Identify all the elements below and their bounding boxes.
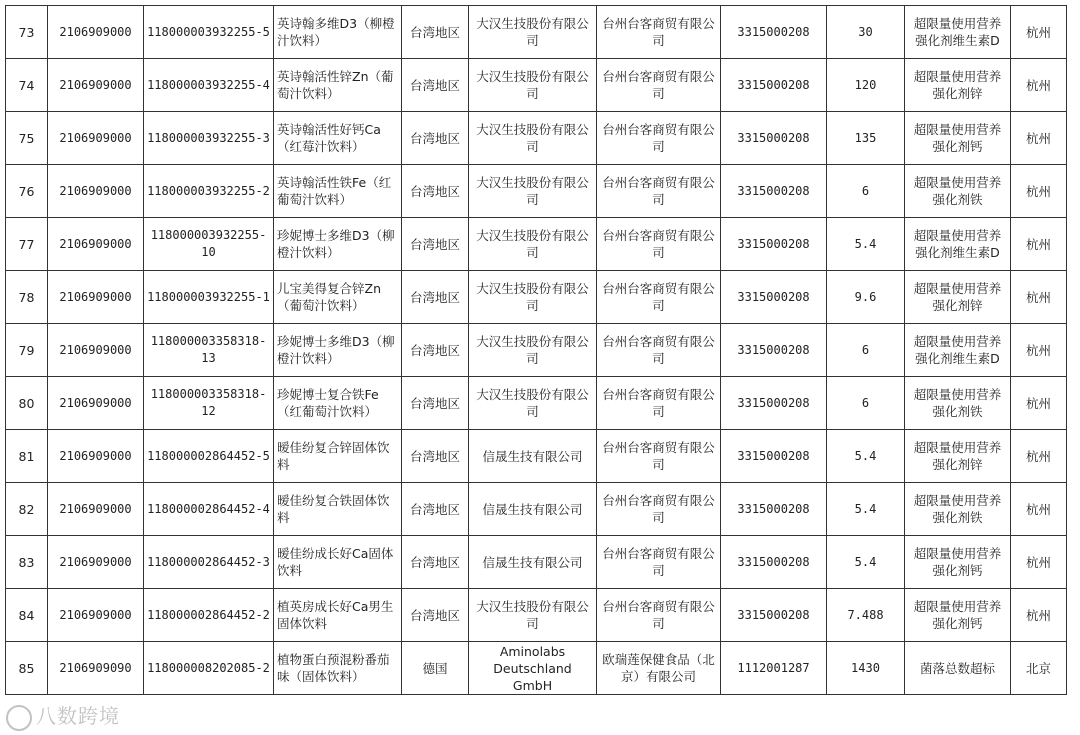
product-code-cell: 118000002864452-5 [144, 430, 274, 483]
origin-region-cell: 台湾地区 [402, 218, 469, 271]
product-name-cell: 植英房成长好Ca男生固体饮料 [274, 589, 402, 642]
row-number-cell: 75 [6, 112, 48, 165]
port-city-cell: 杭州 [1011, 165, 1067, 218]
rejection-reason-cell: 超限量使用营养强化剂钙 [905, 112, 1011, 165]
producer-name-cell: 信晟生技有限公司 [469, 483, 597, 536]
hs-code-cell: 2106909000 [48, 324, 144, 377]
importer-code-cell: 3315000208 [721, 377, 827, 430]
origin-region-cell: 台湾地区 [402, 589, 469, 642]
producer-name-cell: 大汉生技股份有限公司 [469, 377, 597, 430]
origin-region-cell: 台湾地区 [402, 271, 469, 324]
port-city-cell: 杭州 [1011, 324, 1067, 377]
hs-code-cell: 2106909000 [48, 483, 144, 536]
quantity-cell: 30 [827, 6, 905, 59]
hs-code-cell: 2106909000 [48, 377, 144, 430]
row-number-cell: 80 [6, 377, 48, 430]
quantity-cell: 6 [827, 377, 905, 430]
row-number-cell: 73 [6, 6, 48, 59]
product-code-cell: 118000003932255-2 [144, 165, 274, 218]
quantity-cell: 120 [827, 59, 905, 112]
importer-name-cell: 台州台客商贸有限公司 [597, 112, 721, 165]
producer-name-cell: 大汉生技股份有限公司 [469, 324, 597, 377]
product-code-cell: 118000003358318-12 [144, 377, 274, 430]
quantity-cell: 5.4 [827, 483, 905, 536]
importer-name-cell: 台州台客商贸有限公司 [597, 59, 721, 112]
origin-region-cell: 台湾地区 [402, 536, 469, 589]
product-name-cell: 暧佳纷复合锌固体饮料 [274, 430, 402, 483]
producer-name-cell: 大汉生技股份有限公司 [469, 6, 597, 59]
product-code-cell: 118000003932255-5 [144, 6, 274, 59]
importer-code-cell: 3315000208 [721, 165, 827, 218]
producer-name-cell: 大汉生技股份有限公司 [469, 589, 597, 642]
origin-region-cell: 台湾地区 [402, 59, 469, 112]
importer-code-cell: 3315000208 [721, 324, 827, 377]
table-row [6, 59, 1067, 112]
producer-name-cell: 大汉生技股份有限公司 [469, 112, 597, 165]
product-name-cell: 植物蛋白预混粉番茄味（固体饮料） [274, 642, 402, 695]
port-city-cell: 杭州 [1011, 536, 1067, 589]
importer-code-cell: 3315000208 [721, 536, 827, 589]
port-city-cell: 杭州 [1011, 218, 1067, 271]
row-number-cell: 82 [6, 483, 48, 536]
rejection-reason-cell: 超限量使用营养强化剂钙 [905, 536, 1011, 589]
origin-region-cell: 台湾地区 [402, 6, 469, 59]
origin-region-cell: 台湾地区 [402, 430, 469, 483]
port-city-cell: 杭州 [1011, 271, 1067, 324]
producer-name-cell: 大汉生技股份有限公司 [469, 59, 597, 112]
importer-code-cell: 3315000208 [721, 589, 827, 642]
row-number-cell: 78 [6, 271, 48, 324]
importer-name-cell: 台州台客商贸有限公司 [597, 165, 721, 218]
producer-name-cell: Aminolabs Deutschland GmbH [469, 642, 597, 695]
product-code-cell: 118000003932255-1 [144, 271, 274, 324]
row-number-cell: 79 [6, 324, 48, 377]
rejection-reason-cell: 超限量使用营养强化剂锌 [905, 271, 1011, 324]
producer-name-cell: 大汉生技股份有限公司 [469, 218, 597, 271]
table-row [6, 430, 1067, 483]
port-city-cell: 杭州 [1011, 112, 1067, 165]
hs-code-cell: 2106909000 [48, 430, 144, 483]
product-name-cell: 英诗翰活性锌Zn（葡萄汁饮料） [274, 59, 402, 112]
quantity-cell: 6 [827, 324, 905, 377]
port-city-cell: 北京 [1011, 642, 1067, 695]
table-row [6, 324, 1067, 377]
producer-name-cell: 信晟生技有限公司 [469, 430, 597, 483]
watermark-text: 八数跨境 [36, 704, 120, 728]
product-code-cell: 118000008202085-2 [144, 642, 274, 695]
product-code-cell: 118000003932255-10 [144, 218, 274, 271]
rejection-reason-cell: 超限量使用营养强化剂铁 [905, 165, 1011, 218]
origin-region-cell: 台湾地区 [402, 112, 469, 165]
table-row [6, 642, 1067, 695]
product-name-cell: 英诗翰多维D3（柳橙汁饮料） [274, 6, 402, 59]
importer-name-cell: 台州台客商贸有限公司 [597, 377, 721, 430]
importer-code-cell: 1112001287 [721, 642, 827, 695]
hs-code-cell: 2106909000 [48, 218, 144, 271]
quantity-cell: 135 [827, 112, 905, 165]
rejection-reason-cell: 超限量使用营养强化剂维生素D [905, 324, 1011, 377]
port-city-cell: 杭州 [1011, 6, 1067, 59]
table-row [6, 165, 1067, 218]
importer-name-cell: 台州台客商贸有限公司 [597, 589, 721, 642]
product-name-cell: 儿宝美得复合锌Zn（葡萄汁饮料） [274, 271, 402, 324]
table-row [6, 6, 1067, 59]
quantity-cell: 5.4 [827, 218, 905, 271]
watermark [6, 700, 120, 731]
importer-code-cell: 3315000208 [721, 59, 827, 112]
importer-code-cell: 3315000208 [721, 483, 827, 536]
port-city-cell: 杭州 [1011, 59, 1067, 112]
product-name-cell: 暧佳纷复合铁固体饮料 [274, 483, 402, 536]
producer-name-cell: 大汉生技股份有限公司 [469, 165, 597, 218]
port-city-cell: 杭州 [1011, 377, 1067, 430]
table-row [6, 271, 1067, 324]
product-name-cell: 珍妮博士多维D3（柳橙汁饮料） [274, 324, 402, 377]
hs-code-cell: 2106909000 [48, 112, 144, 165]
hs-code-cell: 2106909000 [48, 271, 144, 324]
importer-code-cell: 3315000208 [721, 430, 827, 483]
quantity-cell: 9.6 [827, 271, 905, 324]
table-row [6, 536, 1067, 589]
rejection-reason-cell: 超限量使用营养强化剂锌 [905, 59, 1011, 112]
product-name-cell: 珍妮博士多维D3（柳橙汁饮料） [274, 218, 402, 271]
product-code-cell: 118000003358318-13 [144, 324, 274, 377]
row-number-cell: 84 [6, 589, 48, 642]
importer-code-cell: 3315000208 [721, 6, 827, 59]
rejection-reason-cell: 超限量使用营养强化剂锌 [905, 430, 1011, 483]
hs-code-cell: 2106909000 [48, 59, 144, 112]
origin-region-cell: 台湾地区 [402, 377, 469, 430]
row-number-cell: 77 [6, 218, 48, 271]
rejection-reason-cell: 超限量使用营养强化剂铁 [905, 377, 1011, 430]
port-city-cell: 杭州 [1011, 483, 1067, 536]
importer-code-cell: 3315000208 [721, 218, 827, 271]
product-name-cell: 英诗翰活性好钙Ca（红莓汁饮料） [274, 112, 402, 165]
rejection-reason-cell: 菌落总数超标 [905, 642, 1011, 695]
table-row [6, 483, 1067, 536]
quantity-cell: 5.4 [827, 430, 905, 483]
watermark-logo-icon [6, 705, 32, 731]
table-row [6, 589, 1067, 642]
rejection-reason-cell: 超限量使用营养强化剂维生素D [905, 218, 1011, 271]
origin-region-cell: 台湾地区 [402, 483, 469, 536]
table-row [6, 218, 1067, 271]
row-number-cell: 76 [6, 165, 48, 218]
origin-region-cell: 台湾地区 [402, 324, 469, 377]
importer-name-cell: 台州台客商贸有限公司 [597, 218, 721, 271]
port-city-cell: 杭州 [1011, 589, 1067, 642]
importer-name-cell: 台州台客商贸有限公司 [597, 430, 721, 483]
product-code-cell: 118000002864452-2 [144, 589, 274, 642]
product-code-cell: 118000003932255-4 [144, 59, 274, 112]
quantity-cell: 6 [827, 165, 905, 218]
row-number-cell: 83 [6, 536, 48, 589]
rejection-reason-cell: 超限量使用营养强化剂维生素D [905, 6, 1011, 59]
product-name-cell: 暧佳纷成长好Ca固体饮料 [274, 536, 402, 589]
product-name-cell: 英诗翰活性铁Fe（红葡萄汁饮料） [274, 165, 402, 218]
hs-code-cell: 2106909000 [48, 6, 144, 59]
hs-code-cell: 2106909000 [48, 165, 144, 218]
hs-code-cell: 2106909090 [48, 642, 144, 695]
quantity-cell: 5.4 [827, 536, 905, 589]
row-number-cell: 74 [6, 59, 48, 112]
table-row [6, 112, 1067, 165]
quantity-cell: 7.488 [827, 589, 905, 642]
origin-region-cell: 德国 [402, 642, 469, 695]
importer-code-cell: 3315000208 [721, 271, 827, 324]
row-number-cell: 81 [6, 430, 48, 483]
importer-code-cell: 3315000208 [721, 112, 827, 165]
producer-name-cell: 信晟生技有限公司 [469, 536, 597, 589]
producer-name-cell: 大汉生技股份有限公司 [469, 271, 597, 324]
table-row [6, 377, 1067, 430]
product-code-cell: 118000002864452-3 [144, 536, 274, 589]
origin-region-cell: 台湾地区 [402, 165, 469, 218]
inspection-table [5, 5, 1067, 695]
port-city-cell: 杭州 [1011, 430, 1067, 483]
importer-name-cell: 台州台客商贸有限公司 [597, 324, 721, 377]
row-number-cell: 85 [6, 642, 48, 695]
rejection-reason-cell: 超限量使用营养强化剂钙 [905, 589, 1011, 642]
rejection-reason-cell: 超限量使用营养强化剂铁 [905, 483, 1011, 536]
hs-code-cell: 2106909000 [48, 536, 144, 589]
table-body [6, 6, 1067, 695]
importer-name-cell: 台州台客商贸有限公司 [597, 483, 721, 536]
product-code-cell: 118000002864452-4 [144, 483, 274, 536]
importer-name-cell: 台州台客商贸有限公司 [597, 536, 721, 589]
importer-name-cell: 台州台客商贸有限公司 [597, 6, 721, 59]
importer-name-cell: 台州台客商贸有限公司 [597, 271, 721, 324]
product-code-cell: 118000003932255-3 [144, 112, 274, 165]
hs-code-cell: 2106909000 [48, 589, 144, 642]
importer-name-cell: 欧瑞莲保健食品（北京）有限公司 [597, 642, 721, 695]
quantity-cell: 1430 [827, 642, 905, 695]
product-name-cell: 珍妮博士复合铁Fe（红葡萄汁饮料） [274, 377, 402, 430]
